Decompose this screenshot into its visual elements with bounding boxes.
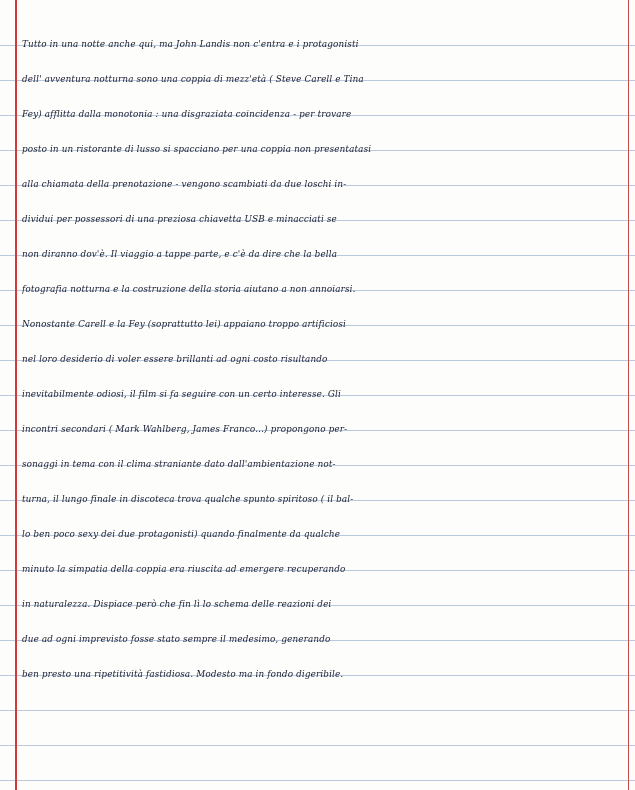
text-line: incontri secondari ( Mark Wahlberg, James Franco...) propongono per- [22, 425, 348, 435]
text-line: dell' avventura notturna sono una coppia di mezz'età ( Steve Carell e Tina [22, 75, 364, 85]
text-line: Fey) afflitta dalla monotonia : una disgraziata coincidenza - per trovare [22, 110, 352, 120]
text-line: posto in un ristorante di lusso si spacciano per una coppia non presentatasi [22, 145, 372, 155]
text-line: in naturalezza. Dispiace però che fin lì lo schema delle reazioni dei [22, 600, 332, 610]
text-line: turna, il lungo finale in discoteca trova qualche spunto spiritoso ( il bal- [22, 495, 354, 505]
text-line: ben presto una ripetitività fastidiosa. Modesto ma in fondo digeribile. [22, 670, 344, 680]
text-line: lo ben poco sexy dei due protagonisti) quando finalmente da qualche [22, 530, 341, 540]
text-line: due ad ogni imprevisto fosse stato sempre il medesimo, generando [22, 635, 331, 645]
right-margin-line [628, 0, 629, 790]
text-line: Nonostante Carell e la Fey (soprattutto lei) appaiano troppo artificiosi [22, 320, 346, 330]
text-line: sonaggi in tema con il clima straniante dato dall'ambientazione not- [22, 460, 336, 470]
text-line: dividui per possessori di una preziosa chiavetta USB e minacciati se [22, 215, 337, 225]
text-line: alla chiamata della prenotazione - vengono scambiati da due loschi in- [22, 180, 347, 190]
left-margin-line [15, 0, 17, 790]
text-line: non diranno dov'è. Il viaggio a tappe parte, e c'è da dire che la bella [22, 250, 338, 260]
text-line: Tutto in una notte anche qui, ma John Landis non c'entra e i protagonisti [22, 40, 359, 50]
text-line: minuto la simpatia della coppia era riuscita ad emergere recuperando [22, 565, 346, 575]
text-line: inevitabilmente odiosi, il film si fa seguire con un certo interesse. Gli [22, 390, 341, 400]
text-line: fotografia notturna e la costruzione della storia aiutano a non annoiarsi. [22, 285, 356, 295]
handwritten-review-text [22, 28, 627, 693]
text-line: nel loro desiderio di voler essere brillanti ad ogni costo risultando [22, 355, 328, 365]
